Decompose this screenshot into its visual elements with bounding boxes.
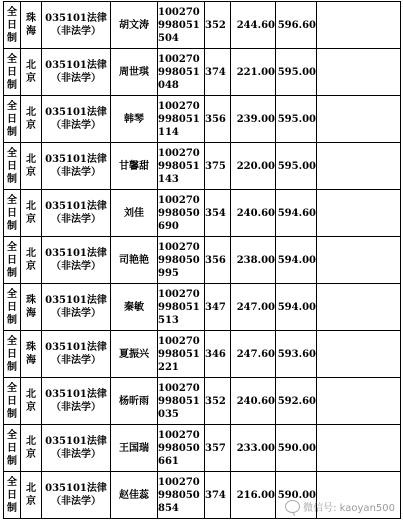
study-mode-cell <box>4 425 21 472</box>
retest-score-cell: 233.00 <box>231 425 276 472</box>
study-mode-cell <box>4 284 21 331</box>
table-row <box>4 49 401 96</box>
initial-score-cell: 352 <box>205 2 231 49</box>
campus-cell-text: 珠海 <box>26 295 36 319</box>
major-code-name <box>42 388 110 401</box>
major-cell <box>42 190 111 237</box>
major-cell <box>42 96 111 143</box>
major-code: 035101 <box>45 154 87 165</box>
table-row <box>4 284 401 331</box>
exam-id-cell: 100270998050690 <box>158 190 205 237</box>
major-subtitle: （非法学） <box>51 496 101 507</box>
initial-score-cell: 354 <box>205 190 231 237</box>
study-mode-cell-text: 全日制 <box>7 53 17 91</box>
table-row <box>4 96 401 143</box>
major-code: 035101 <box>45 389 87 400</box>
table-row <box>4 237 401 284</box>
major-subtitle: （非法学） <box>51 308 101 319</box>
campus-cell-text: 北京 <box>26 107 36 131</box>
note-cell <box>317 143 401 190</box>
total-score-cell: 595.00 <box>276 49 317 96</box>
campus-cell <box>21 378 42 425</box>
student-name-cell: 赵佳蕊 <box>111 472 158 519</box>
campus-cell-text: 珠海 <box>26 342 36 366</box>
initial-score-cell: 374 <box>205 49 231 96</box>
initial-score-cell: 357 <box>205 425 231 472</box>
major-cell <box>42 378 111 425</box>
major-cell <box>42 331 111 378</box>
study-mode-cell <box>4 96 21 143</box>
campus-cell-text: 北京 <box>26 248 36 272</box>
exam-id-cell: 100270998051513 <box>158 284 205 331</box>
note-cell <box>317 2 401 49</box>
major-code: 035101 <box>45 436 87 447</box>
exam-id-cell: 100270998050854 <box>158 472 205 519</box>
major-name: 法律 <box>86 436 107 447</box>
major-name: 法律 <box>86 107 107 118</box>
major-name: 法律 <box>86 13 107 24</box>
initial-score-cell: 346 <box>205 331 231 378</box>
major-code: 035101 <box>45 60 87 71</box>
major-name: 法律 <box>86 295 107 306</box>
study-mode-cell-text: 全日制 <box>7 476 17 514</box>
major-code-name <box>42 294 110 307</box>
table-row <box>4 190 401 237</box>
retest-score-cell: 216.00 <box>231 472 276 519</box>
campus-cell-text: 北京 <box>26 60 36 84</box>
campus-cell <box>21 2 42 49</box>
initial-score-cell: 356 <box>205 96 231 143</box>
initial-score-cell: 375 <box>205 143 231 190</box>
study-mode-cell <box>4 49 21 96</box>
note-cell <box>317 237 401 284</box>
major-subtitle: （非法学） <box>51 26 101 37</box>
note-cell <box>317 49 401 96</box>
major-cell <box>42 49 111 96</box>
retest-score-cell: 220.00 <box>231 143 276 190</box>
table-row <box>4 331 401 378</box>
total-score-cell: 595.00 <box>276 143 317 190</box>
campus-cell-text: 北京 <box>26 483 36 507</box>
total-score-cell: 594.00 <box>276 284 317 331</box>
exam-id-cell: 100270998051114 <box>158 96 205 143</box>
exam-id-cell: 100270998051035 <box>158 378 205 425</box>
major-name: 法律 <box>86 483 107 494</box>
major-code-name <box>42 247 110 260</box>
exam-id-cell: 100270998050661 <box>158 425 205 472</box>
total-score-cell: 594.60 <box>276 190 317 237</box>
major-code: 035101 <box>45 13 87 24</box>
campus-cell-text: 北京 <box>26 201 36 225</box>
study-mode-cell <box>4 237 21 284</box>
major-subtitle: （非法学） <box>51 214 101 225</box>
student-name-cell: 杨昕雨 <box>111 378 158 425</box>
campus-cell <box>21 472 42 519</box>
major-name: 法律 <box>86 60 107 71</box>
major-code: 035101 <box>45 295 87 306</box>
major-cell <box>42 237 111 284</box>
student-name-cell: 韩琴 <box>111 96 158 143</box>
total-score-cell: 590.00 <box>276 472 317 519</box>
major-cell <box>42 425 111 472</box>
study-mode-cell <box>4 143 21 190</box>
study-mode-cell <box>4 2 21 49</box>
campus-cell <box>21 237 42 284</box>
major-subtitle: （非法学） <box>51 261 101 272</box>
total-score-cell: 590.00 <box>276 425 317 472</box>
retest-score-cell: 240.60 <box>231 190 276 237</box>
campus-cell <box>21 190 42 237</box>
major-cell <box>42 143 111 190</box>
campus-cell-text: 北京 <box>26 389 36 413</box>
admission-table-body <box>4 2 401 519</box>
major-code: 035101 <box>45 107 87 118</box>
major-code-name <box>42 200 110 213</box>
student-name-cell: 胡文涛 <box>111 2 158 49</box>
major-subtitle: （非法学） <box>51 120 101 131</box>
study-mode-cell-text: 全日制 <box>7 194 17 232</box>
student-name-cell: 夏振兴 <box>111 331 158 378</box>
study-mode-cell <box>4 472 21 519</box>
major-code-name <box>42 12 110 25</box>
study-mode-cell-text: 全日制 <box>7 382 17 420</box>
major-subtitle: （非法学） <box>51 355 101 366</box>
student-name-cell: 王国瑞 <box>111 425 158 472</box>
retest-score-cell: 247.00 <box>231 284 276 331</box>
note-cell <box>317 284 401 331</box>
major-code-name <box>42 482 110 495</box>
note-cell <box>317 190 401 237</box>
major-name: 法律 <box>86 342 107 353</box>
study-mode-cell-text: 全日制 <box>7 147 17 185</box>
exam-id-cell: 100270998050995 <box>158 237 205 284</box>
campus-cell <box>21 284 42 331</box>
wechat-icon <box>285 500 300 513</box>
campus-cell <box>21 425 42 472</box>
total-score-cell: 592.60 <box>276 378 317 425</box>
campus-cell-text: 北京 <box>26 436 36 460</box>
retest-score-cell: 221.00 <box>231 49 276 96</box>
watermark-text: 微信号: kaoyan500 <box>303 503 395 514</box>
study-mode-cell-text: 全日制 <box>7 241 17 279</box>
major-name: 法律 <box>86 248 107 259</box>
campus-cell <box>21 331 42 378</box>
total-score-cell: 594.00 <box>276 237 317 284</box>
major-cell <box>42 472 111 519</box>
study-mode-cell-text: 全日制 <box>7 429 17 467</box>
note-cell <box>317 378 401 425</box>
note-cell <box>317 96 401 143</box>
retest-score-cell: 247.60 <box>231 331 276 378</box>
major-cell <box>42 2 111 49</box>
total-score-cell: 596.60 <box>276 2 317 49</box>
table-row <box>4 425 401 472</box>
major-name: 法律 <box>86 389 107 400</box>
study-mode-cell-text: 全日制 <box>7 288 17 326</box>
campus-cell <box>21 143 42 190</box>
admission-table <box>3 1 401 519</box>
total-score-cell: 593.60 <box>276 331 317 378</box>
student-name-cell: 甘馨甜 <box>111 143 158 190</box>
major-code-name <box>42 341 110 354</box>
campus-cell <box>21 96 42 143</box>
retest-score-cell: 244.60 <box>231 2 276 49</box>
major-subtitle: （非法学） <box>51 73 101 84</box>
study-mode-cell-text: 全日制 <box>7 100 17 138</box>
major-subtitle: （非法学） <box>51 449 101 460</box>
study-mode-cell <box>4 331 21 378</box>
watermark <box>285 499 395 514</box>
major-subtitle: （非法学） <box>51 402 101 413</box>
campus-cell <box>21 49 42 96</box>
campus-cell-text: 北京 <box>26 154 36 178</box>
major-code: 035101 <box>45 342 87 353</box>
note-cell <box>317 425 401 472</box>
major-name: 法律 <box>86 154 107 165</box>
major-code-name <box>42 153 110 166</box>
exam-id-cell: 100270998051048 <box>158 49 205 96</box>
major-name: 法律 <box>86 201 107 212</box>
study-mode-cell-text: 全日制 <box>7 335 17 373</box>
initial-score-cell: 352 <box>205 378 231 425</box>
exam-id-cell: 100270998051504 <box>158 2 205 49</box>
student-name-cell: 司艳艳 <box>111 237 158 284</box>
major-code: 035101 <box>45 201 87 212</box>
student-name-cell: 秦敏 <box>111 284 158 331</box>
total-score-cell: 595.00 <box>276 96 317 143</box>
initial-score-cell: 356 <box>205 237 231 284</box>
study-mode-cell <box>4 190 21 237</box>
retest-score-cell: 239.00 <box>231 96 276 143</box>
student-name-cell: 刘佳 <box>111 190 158 237</box>
initial-score-cell: 347 <box>205 284 231 331</box>
table-row <box>4 378 401 425</box>
exam-id-cell: 100270998051221 <box>158 331 205 378</box>
retest-score-cell: 240.60 <box>231 378 276 425</box>
major-cell <box>42 284 111 331</box>
student-name-cell: 周世琪 <box>111 49 158 96</box>
table-row <box>4 143 401 190</box>
major-code: 035101 <box>45 483 87 494</box>
exam-id-cell: 100270998051143 <box>158 143 205 190</box>
major-code-name <box>42 435 110 448</box>
study-mode-cell <box>4 378 21 425</box>
major-subtitle: （非法学） <box>51 167 101 178</box>
major-code: 035101 <box>45 248 87 259</box>
major-code-name <box>42 59 110 72</box>
study-mode-cell-text: 全日制 <box>7 6 17 44</box>
major-code-name <box>42 106 110 119</box>
retest-score-cell: 238.00 <box>231 237 276 284</box>
campus-cell-text: 珠海 <box>26 13 36 37</box>
initial-score-cell: 374 <box>205 472 231 519</box>
table-row <box>4 2 401 49</box>
note-cell <box>317 331 401 378</box>
